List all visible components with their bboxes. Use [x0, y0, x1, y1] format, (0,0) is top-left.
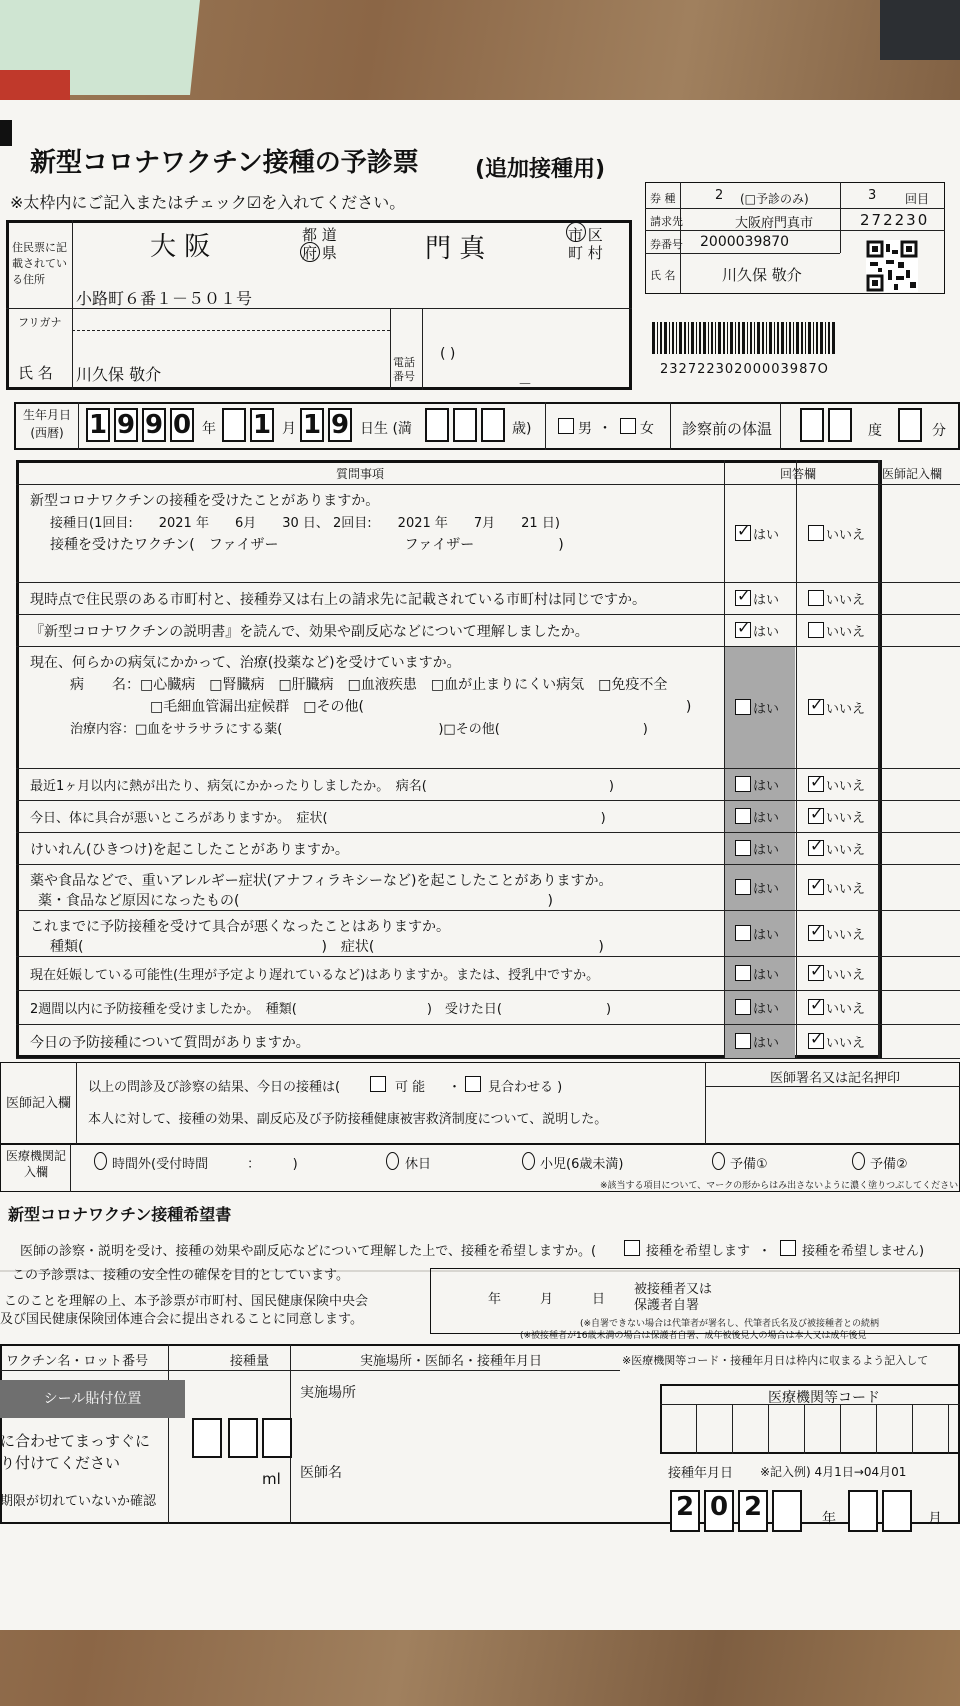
address-street: 小路町６番１－５０１号: [76, 289, 253, 308]
yes-label: はい: [753, 779, 780, 794]
yes-label: はい: [753, 843, 780, 858]
birth-label: 生年月日(西暦): [22, 408, 71, 440]
nowish-label: 接種を希望しません): [802, 1244, 925, 1259]
date-year-digit: 2: [738, 1490, 768, 1532]
question-text: 接種を受けたワクチン( ファイザー ファイザー ): [50, 537, 564, 553]
question-text: 最近1ヶ月以内に熱が出たり、病気にかかったりしましたか。 病名( ): [30, 779, 614, 794]
yes-label: はい: [753, 928, 780, 943]
facility-label: 医療機関記入欄: [6, 1149, 67, 1179]
no-label: いいえ: [826, 593, 866, 608]
age-digit: [481, 408, 505, 442]
nowish-checkbox[interactable]: [780, 1240, 796, 1256]
yes-label: はい: [753, 702, 780, 717]
corner-mark: [0, 120, 12, 146]
yes-checkbox[interactable]: [735, 525, 751, 541]
barcode-number: 23272230200003987O: [660, 362, 829, 377]
no-label: いいえ: [826, 528, 866, 543]
age-label: 歳): [512, 421, 532, 437]
no-checkbox[interactable]: [808, 622, 824, 638]
code-cell-divider: [840, 1404, 841, 1454]
consent-dot: ・: [758, 1244, 772, 1259]
year-label: 年: [202, 421, 216, 437]
red-object: [0, 70, 70, 100]
consent-note1: (※自署できない場合は代筆者が署名し、代筆者氏名及び被接種者との続柄: [580, 1319, 880, 1329]
paper-form: [0, 100, 960, 1630]
date-month-label: 月: [928, 1511, 942, 1527]
address-prefecture: 大 阪: [150, 232, 211, 262]
phone-dash: －: [518, 377, 532, 393]
no-checkbox[interactable]: [808, 965, 824, 981]
doctor-sign-label: 医師署名又は記名押印: [770, 1071, 901, 1086]
no-label: いいえ: [826, 702, 866, 717]
coupon-kind-value: 2: [715, 188, 724, 203]
birth-year-digit: 9: [142, 408, 166, 442]
date-year-digit: 0: [704, 1490, 734, 1532]
coupon-billing-label: 請求先: [650, 215, 683, 228]
yes-checkbox[interactable]: [735, 879, 751, 895]
code-cell-divider: [696, 1404, 697, 1454]
yes-label: はい: [753, 882, 780, 897]
signer-label1: 被接種者又は: [634, 1282, 713, 1297]
question-text: 治療内容：□血をサラサラにする薬( )□その他( ): [70, 722, 648, 737]
birth-month-digit: 1: [250, 408, 274, 442]
date-year-digit: [772, 1490, 802, 1532]
date-month-digit: [882, 1490, 912, 1532]
seal-align2: り付けてください: [0, 1454, 121, 1472]
form-subtitle: (追加接種用): [475, 157, 606, 182]
city-circle-icon: [566, 222, 586, 242]
no-checkbox[interactable]: [808, 525, 824, 541]
reserve2-radio[interactable]: [852, 1152, 865, 1170]
reserve1-label: 予備①: [730, 1157, 768, 1172]
date-label: 接種年月日: [668, 1466, 734, 1481]
qr-code-icon: [866, 240, 918, 292]
place-label: 実施場所・医師名・接種年月日: [360, 1354, 543, 1369]
yes-checkbox[interactable]: [735, 925, 751, 941]
consent-ymd: 年 月 日: [488, 1292, 606, 1307]
yes-checkbox[interactable]: [735, 622, 751, 638]
date-example: ※記入例) 4月1日→04月01: [760, 1465, 907, 1479]
child-label: 小児(6歳未満): [540, 1157, 624, 1172]
female-label: 女: [640, 421, 654, 437]
holiday-label: 休日: [405, 1157, 432, 1172]
male-checkbox[interactable]: [558, 418, 574, 434]
no-label: いいえ: [826, 625, 866, 640]
dose-digit: [192, 1418, 222, 1458]
question-text: □毛細血管漏出症候群 □その他( ): [150, 699, 692, 715]
q-header: 質問事項: [336, 467, 385, 481]
coupon-billing-code: 272230: [860, 211, 930, 229]
no-checkbox[interactable]: [808, 879, 824, 895]
code-cell-divider: [768, 1404, 769, 1454]
question-text: けいれん(ひきつけ)を起こしたことがありますか。: [30, 842, 349, 858]
possible-checkbox[interactable]: [370, 1076, 386, 1092]
age-digit: [453, 408, 477, 442]
seal-align1: に合わせてまっすぐに: [0, 1432, 151, 1450]
yes-checkbox[interactable]: [735, 590, 751, 606]
yes-label: はい: [753, 593, 780, 608]
address-city: 門 真: [425, 234, 486, 264]
yes-checkbox[interactable]: [735, 965, 751, 981]
instruction-text: ※太枠内にご記入またはチェック☑を入れてください。: [10, 193, 406, 212]
yes-checkbox[interactable]: [735, 840, 751, 856]
consent-line2: この予診票は、接種の安全性の確保を目的としています。: [12, 1268, 349, 1283]
consent-line1: 医師の診察・説明を受け、接種の効果や副反応などについて理解した上で、接種を希望しますか。(: [20, 1244, 597, 1259]
question-text: 種類( ) 症状( ): [50, 939, 604, 955]
birth-year-digit: 9: [114, 408, 138, 442]
date-month-digit: [848, 1490, 878, 1532]
temp-digit: [828, 408, 852, 442]
no-label: いいえ: [826, 843, 866, 858]
barcode-icon: [652, 322, 835, 354]
dark-object: [880, 0, 960, 60]
address-city-suffix2: 町 村: [568, 244, 603, 262]
doctor-name-label: 医師名: [300, 1465, 342, 1481]
yes-checkbox[interactable]: [735, 999, 751, 1015]
coupon-name-label: 氏 名: [650, 269, 676, 282]
yes-checkbox[interactable]: [735, 808, 751, 824]
no-label: いいえ: [826, 1036, 866, 1051]
a-header: 回答欄: [780, 467, 817, 481]
no-label: いいえ: [826, 882, 866, 897]
yes-checkbox[interactable]: [735, 776, 751, 792]
wish-checkbox[interactable]: [624, 1240, 640, 1256]
question-text: 現在、何らかの病気にかかって、治療(投薬など)を受けていますか。: [30, 655, 461, 671]
question-text: これまでに予防接種を受けて具合が悪くなったことはありますか。: [30, 919, 450, 935]
male-label: 男: [578, 421, 592, 437]
dot: ・: [598, 421, 612, 437]
question-text: 今日、体に具合が悪いところがありますか。 症状( ): [30, 811, 606, 826]
birth-year-digit: 1: [86, 408, 110, 442]
form-title: 新型コロナワクチン接種の予診票: [30, 148, 419, 178]
possible-label: 可 能: [395, 1080, 426, 1095]
deg-label: 度: [868, 423, 882, 439]
coupon-round-value: 3: [868, 188, 877, 203]
doctor-dot: ・: [448, 1080, 462, 1095]
bottom-note: ※医療機関等コード・接種年月日は枠内に収まるよう記入して: [622, 1354, 929, 1367]
question-text: 薬・食品など原因になったもの( ): [38, 893, 553, 909]
no-checkbox[interactable]: [808, 925, 824, 941]
name-label: 氏 名: [18, 364, 53, 382]
child-radio[interactable]: [522, 1152, 535, 1170]
yes-label: はい: [753, 1002, 780, 1017]
consent-line3: このことを理解の上、本予診票が市町村、国民健康保険中央会: [4, 1294, 369, 1309]
age-digit: [425, 408, 449, 442]
month-label: 月: [282, 421, 296, 437]
yes-label: はい: [753, 1036, 780, 1051]
question-text: 現時点で住民票のある市町村と、接種券又は右上の請求先に記載されている市町村は同じですか。: [30, 592, 646, 608]
code-cell-divider: [912, 1404, 913, 1454]
question-text: 現在妊娠している可能性(生理が予定より遅れているなど)はありますか。または、授乳中ですか。: [30, 968, 600, 983]
code-cell-divider: [732, 1404, 733, 1454]
no-label: いいえ: [826, 1002, 866, 1017]
furigana-label: フリガナ: [18, 316, 62, 329]
day-label: 日生 (満: [360, 421, 412, 437]
phone-label: 電話番号: [393, 356, 415, 383]
reserve2-label: 予備②: [870, 1157, 908, 1172]
seal-position: シール貼付位置: [0, 1380, 185, 1418]
signer-label2: 保護者自署: [634, 1298, 700, 1313]
no-checkbox[interactable]: [808, 840, 824, 856]
yes-label: はい: [753, 528, 780, 543]
yes-checkbox[interactable]: [735, 699, 751, 715]
overtime-label: 時間外(受付時間 ： ): [112, 1157, 298, 1172]
vaccine-label: ワクチン名・ロット番号: [6, 1354, 149, 1369]
doctor-label: 医師記入欄: [6, 1096, 72, 1111]
yes-label: はい: [753, 625, 780, 640]
no-label: いいえ: [826, 779, 866, 794]
question-text: 『新型コロナワクチンの説明書』を読んで、効果や副反応などについて理解しましたか。: [30, 624, 589, 640]
birth-month-digit: [222, 408, 246, 442]
holiday-radio[interactable]: [386, 1152, 399, 1170]
wish-label: 接種を希望します: [646, 1244, 751, 1259]
dose-digit: [228, 1418, 258, 1458]
code-cell-divider: [948, 1404, 949, 1454]
doc-header: 医師記入欄: [882, 467, 943, 481]
postpone-label: 見合わせる ): [488, 1080, 563, 1095]
question-text: 病 名：□心臓病 □腎臓病 □肝臓病 □血液疾患 □血が止まりにくい病気 □免疫不全: [70, 677, 668, 693]
no-checkbox[interactable]: [808, 590, 824, 606]
no-checkbox[interactable]: [808, 1033, 824, 1049]
address-label: 住民票に記載されている住所: [12, 241, 67, 286]
consent-line4: 及び国民健康保険団体連合会に提出されることに同意します。: [0, 1312, 363, 1327]
female-checkbox[interactable]: [620, 418, 636, 434]
yes-label: はい: [753, 968, 780, 983]
temp-label: 診察前の体温: [682, 420, 773, 438]
coupon-number-label: 券番号: [650, 238, 683, 251]
overtime-radio[interactable]: [94, 1152, 107, 1170]
no-label: いいえ: [826, 968, 866, 983]
temp-digit: [800, 408, 824, 442]
no-checkbox[interactable]: [808, 999, 824, 1015]
no-label: いいえ: [826, 928, 866, 943]
date-year-label: 年: [822, 1511, 836, 1527]
doctor-line2: 本人に対して、接種の効果、副反応及び予防接種健康被害救済制度について、説明した。: [88, 1112, 608, 1127]
doctor-line1: 以上の問診及び診察の結果、今日の接種は(: [88, 1080, 341, 1095]
coupon-name-value: 川久保 敬介: [722, 266, 802, 284]
code-cell-divider: [804, 1404, 805, 1454]
dose-label: 接種量: [230, 1354, 270, 1369]
coupon-round-label: 回目: [905, 192, 930, 206]
no-checkbox[interactable]: [808, 776, 824, 792]
pref-circle-icon: [300, 242, 320, 262]
question-text: 新型コロナワクチンの接種を受けたことがありますか。: [30, 493, 380, 509]
question-text: 薬や食品などで、重いアレルギー症状(アナフィラキシーなど)を起こしたことがありますか。: [30, 873, 613, 889]
coupon-kind-label: 券 種: [650, 192, 676, 205]
date-year-digit: 2: [670, 1490, 700, 1532]
min-label: 分: [932, 423, 946, 439]
temp-digit: [898, 408, 922, 442]
birth-day-digit: 1: [300, 408, 324, 442]
yes-label: はい: [753, 811, 780, 826]
address-pref-suffix2: 府 県: [302, 244, 337, 262]
site-label: 実施場所: [300, 1385, 356, 1401]
expiry-text: 期限が切れていないか確認: [0, 1494, 157, 1509]
coupon-kind-note: (□予診のみ): [740, 192, 809, 206]
consent-note2: (※被接種者が16歳未満の場合は保護者自署、成年被後見人の場合は本人又は成年後見: [520, 1331, 867, 1341]
no-label: いいえ: [826, 811, 866, 826]
address-pref-suffix1: 都 道: [302, 226, 337, 244]
birth-year-digit: 0: [170, 408, 194, 442]
phone-paren: ( ): [440, 346, 456, 362]
name-value: 川久保 敬介: [76, 365, 162, 384]
facility-note: ※該当する項目について、マークの形からはみ出さないように濃く塗りつぶしてください: [600, 1181, 959, 1191]
question-text: 接種日(1回目: 2021 年 6月 30 日、 2回目: 2021 年 7月 21 日): [50, 516, 560, 531]
ml-label: ml: [262, 1470, 281, 1488]
code-label: 医療機関等コード: [768, 1390, 880, 1406]
no-checkbox[interactable]: [808, 699, 824, 715]
question-text: 2週間以内に予防接種を受けましたか。 種類( ) 受けた日( ): [30, 1002, 612, 1017]
yes-checkbox[interactable]: [735, 1033, 751, 1049]
address-city-suffix1: 市 区: [568, 226, 603, 244]
coupon-number-value: 2000039870: [700, 234, 790, 250]
no-checkbox[interactable]: [808, 808, 824, 824]
dose-digit: [262, 1418, 292, 1458]
question-text: 今日の予防接種について質問がありますか。: [30, 1035, 310, 1051]
coupon-billing-value: 大阪府門真市: [735, 216, 814, 231]
code-cell-divider: [876, 1404, 877, 1454]
birth-day-digit: 9: [328, 408, 352, 442]
postpone-checkbox[interactable]: [465, 1076, 481, 1092]
consent-title: 新型コロナワクチン接種希望書: [8, 1205, 232, 1224]
reserve1-radio[interactable]: [712, 1152, 725, 1170]
